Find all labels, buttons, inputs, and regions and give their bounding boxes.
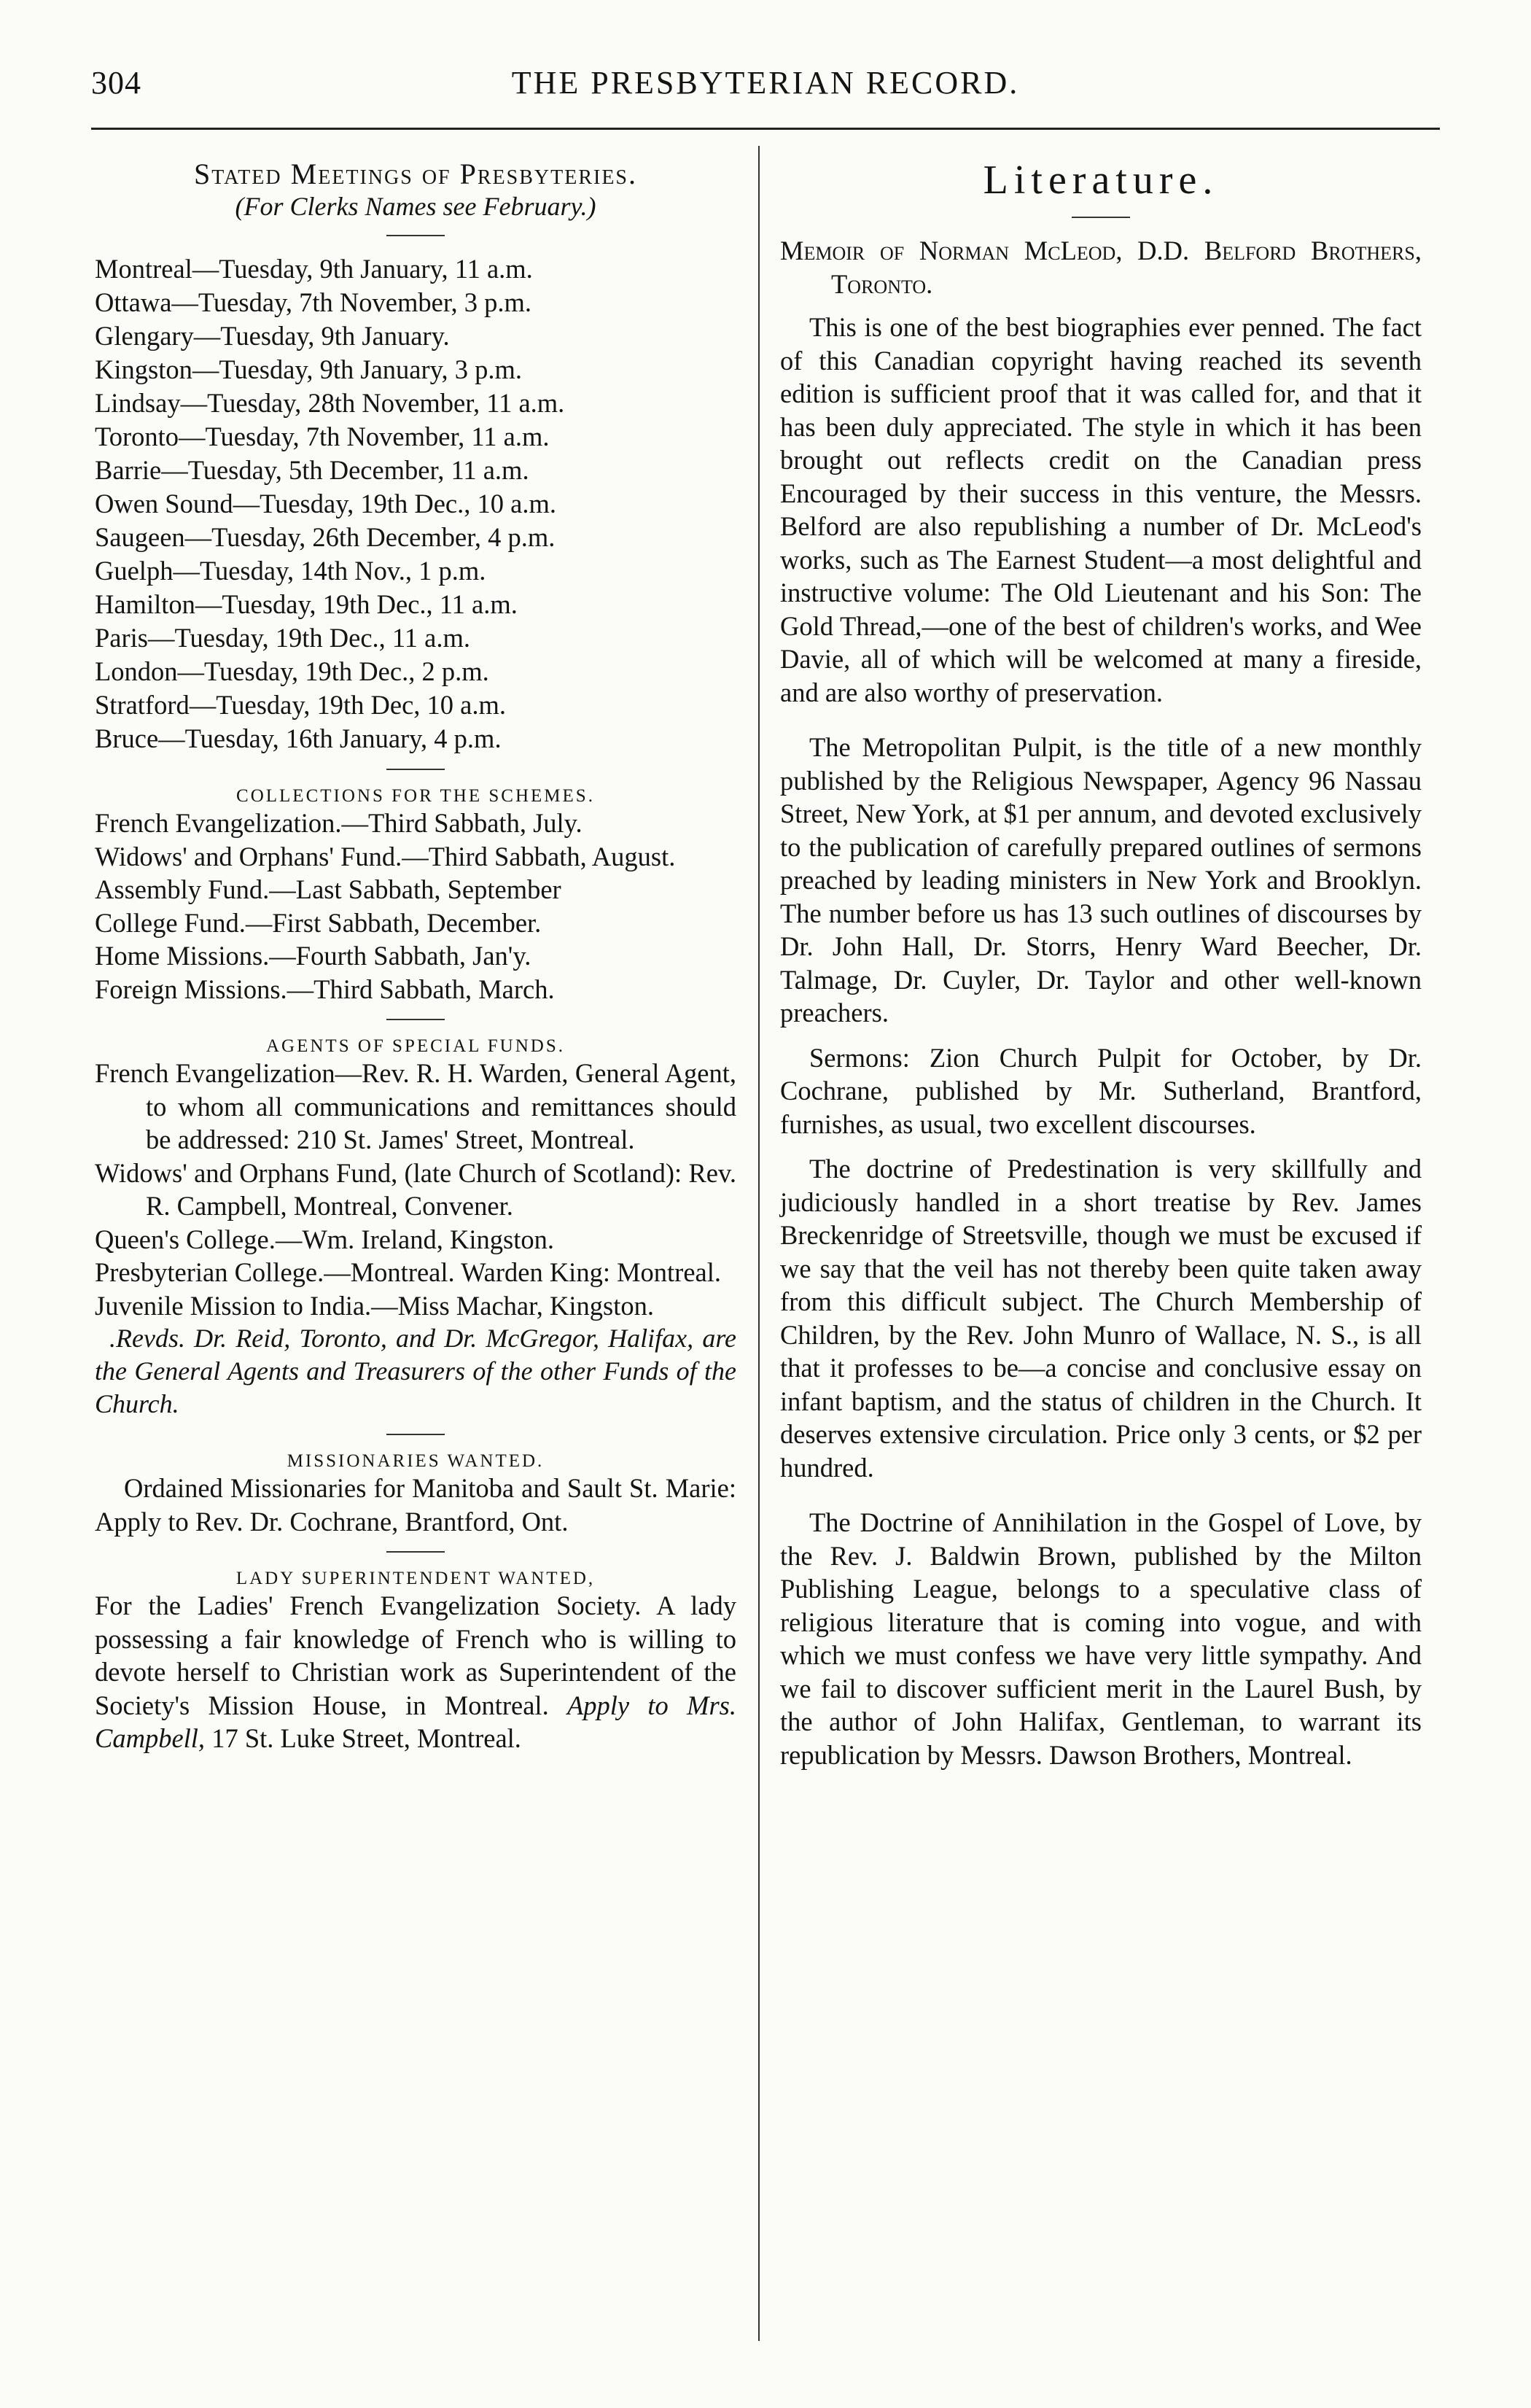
lady-superintendent-heading: LADY SUPERINTENDENT WANTED, — [235, 1569, 596, 1588]
review-paragraph: The doctrine of Predestination is very skillfully and judiciously handled in a short treatise by Rev. James Breckenridge of Streetsville, though we must be excused if we say that the veil has not thereby been quite taken away from this difficult subject. The Church Membership of Children, by the Rev. John Munro of Wallace, N. S., is all that it professes to be—a concise and conclusive essay on infant baptism, and the status of children in the Church. It deserves extensive circulation. Price only 3 cents, or $2 per hundred. — [780, 1154, 1422, 1483]
agent-item: Widows' and Orphans Fund, (late Church of Scotland): Rev. R. Campbell, Montreal, Convener. — [95, 1157, 736, 1221]
list-item: London—Tuesday, 19th Dec., 2 p.m. — [95, 656, 489, 686]
right-column — [780, 157, 1422, 1771]
section-rule — [386, 769, 445, 770]
apply-name: Apply to Mrs. Campbell, — [95, 1690, 736, 1753]
collection-item: Foreign Missions.—Third Sabbath, March. — [95, 974, 555, 1004]
review-paragraph: This is one of the best biographies ever penned. The fact of this Canadian copyright having reached its seventh edition is sufficient proof that it was called for, and that it has been duly appreciated. The style in which it has been brought out reflects credit on the Canadian press Encouraged by their success in this venture, the Messrs. Belford are also republishing a number of Dr. McLeod's works, such as The Earnest Student—a most delightful and instructive volume: The Old Lieutenant and his Son: The Gold Thread,—one of the best of children's works, and Wee Davie, all of which will be welcomed at many a fireside, and are also worthy of preservation. — [780, 312, 1422, 707]
memoir-title: Memoir of Norman McLeod, D.D. Belford Brothers, Toronto. — [780, 236, 1422, 299]
header-rule — [91, 128, 1440, 130]
lady-text: For the Ladies' French Evangelization Society. A lady possessing a fair knowledge of French who is willing to devote herself to Christian work as Superintendent of the Society's Mission House, in Montreal. — [95, 1591, 736, 1720]
presbytery-meetings-list — [95, 252, 736, 756]
list-item: Lindsay—Tuesday, 28th November, 11 a.m. — [95, 388, 565, 418]
collection-item: College Fund.—First Sabbath, December. — [95, 907, 542, 938]
column-divider — [758, 146, 760, 2341]
section-rule — [386, 235, 445, 236]
agent-item: French Evangelization—Rev. R. H. Warden, General Agent, to whom all communications and remittances should be addressed: 210 St. James' Street, Montreal. — [95, 1058, 736, 1154]
list-item: Toronto—Tuesday, 7th November, 11 a.m. — [95, 422, 550, 451]
section-rule — [386, 1434, 445, 1435]
agents-heading: AGENTS OF SPECIAL FUNDS. — [265, 1036, 565, 1056]
review-paragraph: The Doctrine of Annihilation in the Gospel of Love, by the Rev. J. Baldwin Brown, published by the Milton Publishing League, belongs to a speculative class of religious literature that is coming into vogue, and with which we must confess we have very little sympathy. And we fail to discover sufficient merit in the Laurel Bush, by the author of John Halifax, Gentleman, to warrant its republication by Messrs. Dawson Brothers, Montreal. — [780, 1507, 1422, 1770]
list-item: Paris—Tuesday, 19th Dec., 11 a.m. — [95, 623, 471, 653]
list-item: Guelph—Tuesday, 14th Nov., 1 p.m. — [95, 556, 486, 586]
collection-item: Home Missions.—Fourth Sabbath, Jan'y. — [95, 941, 531, 971]
list-item: Saugeen—Tuesday, 26th December, 4 p.m. — [95, 522, 556, 552]
agent-item: Juvenile Mission to India.—Miss Machar, Kingston. — [95, 1290, 655, 1321]
list-item: Owen Sound—Tuesday, 19th Dec., 10 a.m. — [95, 489, 556, 519]
collections-heading: COLLECTIONS FOR THE SCHEMES. — [236, 786, 595, 806]
review-paragraph: Sermons: Zion Church Pulpit for October, by Dr. Cochrane, published by Mr. Sutherland, Brantford, furnishes, as usual, two excellent discourses. — [780, 1042, 1422, 1139]
page-number: 304 — [91, 65, 141, 101]
presbyteries-note: (For Clerks Names see February.) — [235, 192, 596, 221]
agent-item: Presbyterian College.—Montreal. Warden King: Montreal. — [95, 1257, 721, 1287]
apply-address: 17 St. Luke Street, Montreal. — [205, 1723, 521, 1753]
missionaries-text: Ordained Missionaries for Manitoba and Sault St. Marie: Apply to Rev. Dr. Cochrane, Brantford, Ont. — [95, 1473, 736, 1537]
list-item: Ottawa—Tuesday, 7th November, 3 p.m. — [95, 287, 532, 317]
missionaries-heading: MISSIONARIES WANTED. — [287, 1451, 545, 1471]
left-column — [95, 157, 736, 1755]
section-rule — [1072, 217, 1130, 218]
presbyteries-heading: Stated Meetings of Presbyteries. — [193, 158, 638, 190]
list-item: Bruce—Tuesday, 16th January, 4 p.m. — [95, 723, 502, 753]
journal-title: THE PRESBYTERIAN RECORD. — [511, 65, 1020, 101]
agent-item: Queen's College.—Wm. Ireland, Kingston. — [95, 1224, 554, 1254]
literature-heading: Literature. — [983, 158, 1219, 203]
list-item: Stratford—Tuesday, 19th Dec, 10 a.m. — [95, 690, 506, 720]
list-item: Barrie—Tuesday, 5th December, 11 a.m. — [95, 455, 529, 485]
lady-superintendent-text — [95, 1589, 736, 1755]
section-rule — [386, 1551, 445, 1553]
running-head — [91, 64, 1440, 115]
list-item: Kingston—Tuesday, 9th January, 3 p.m. — [95, 354, 523, 384]
list-item: Glengary—Tuesday, 9th January. — [95, 321, 450, 351]
list-item: Montreal—Tuesday, 9th January, 11 a.m. — [95, 254, 533, 284]
general-agents-note: .Revds. Dr. Reid, Toronto, and Dr. McGregor, Halifax, are the General Agents and Treasurers of the other Funds of the Church. — [95, 1324, 736, 1418]
collection-item: French Evangelization.—Third Sabbath, July. — [95, 808, 583, 838]
list-item: Hamilton—Tuesday, 19th Dec., 11 a.m. — [95, 589, 518, 619]
collection-item: Assembly Fund.—Last Sabbath, September — [95, 874, 561, 904]
review-paragraph: The Metropolitan Pulpit, is the title of a new monthly published by the Religious Newspaper, Agency 96 Nassau Street, New York, at $1 per annum, and devoted exclusively to the publication of carefully prepared outlines of sermons preached by leading ministers in New York and Brooklyn. The number before us has 13 such outlines of discourses by Dr. John Hall, Dr. Storrs, Henry Ward Beecher, Dr. Talmage, Dr. Cuyler, Dr. Taylor and other well-known preachers. — [780, 732, 1422, 1028]
section-rule — [386, 1019, 445, 1020]
collection-item: Widows' and Orphans' Fund.—Third Sabbath, August. — [95, 841, 676, 871]
